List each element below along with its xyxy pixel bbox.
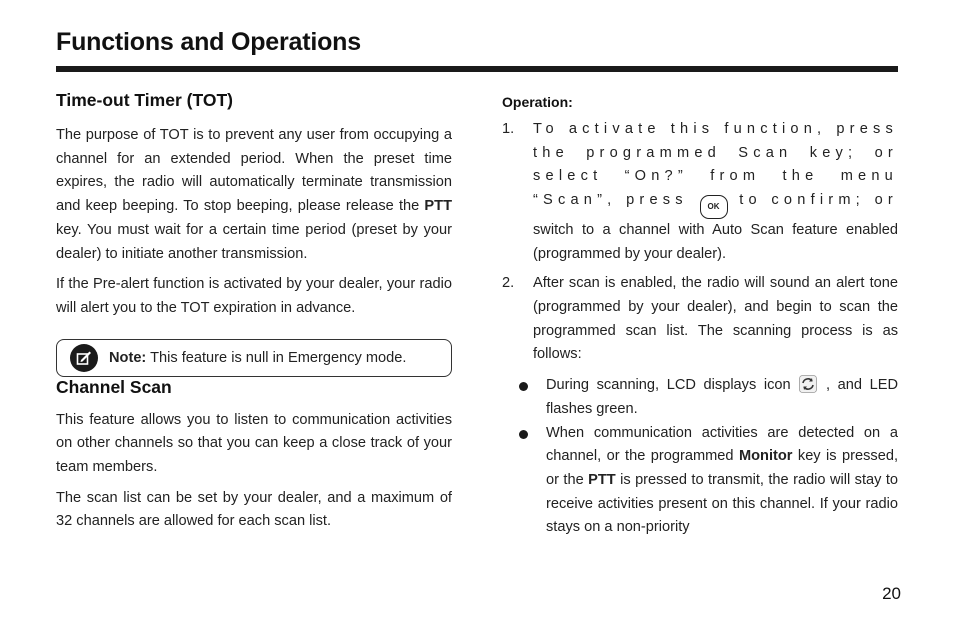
bullet-item-1 <box>502 374 898 421</box>
ptt-key-label: PTT <box>588 471 616 488</box>
step-1-line-4-a: “Scan”, press <box>533 192 688 209</box>
note-body: This feature is null in Emergency mode. <box>146 349 407 366</box>
ptt-key-label: PTT <box>424 198 452 215</box>
step-number: 2. <box>502 275 515 292</box>
channel-scan-paragraph-2: The scan list can be set by your dealer, and a maximum of 32 channels are allowed for each scan list. <box>56 489 452 530</box>
operation-label: Operation: <box>502 94 573 110</box>
bullet-dot <box>519 430 528 439</box>
bullet-item-2 <box>502 422 898 541</box>
step-1-line-2: the programmed Scan key; or <box>533 144 898 161</box>
bullet-1-text-a: During scanning, LCD displays icon <box>546 377 799 394</box>
operation-step-2 <box>502 272 898 367</box>
bullet-2-text <box>546 422 898 541</box>
note-box <box>56 339 452 377</box>
channel-scan-paragraph-1: This feature allows you to listen to communication activities on other channels so that you can keep a close track of your team members. <box>56 411 452 476</box>
scan-icon <box>799 375 817 393</box>
ok-key-icon: OK <box>700 195 728 219</box>
tot-p1-text-b: key. You must wait for a certain time period (preset by your dealer) to initiate another transmission. <box>56 221 452 262</box>
step-number: 1. <box>502 121 515 137</box>
page-number: 20 <box>882 584 901 603</box>
bullet-1-text-b: , and LED flashes green. <box>546 377 898 417</box>
step-1-line-3: select “On?” from the menu <box>533 168 898 185</box>
right-column <box>502 90 898 540</box>
step-1-rest: switch to a channel with Auto Scan feature enabled (programmed by your dealer). <box>533 221 898 262</box>
bullet-2-text-b: key is pressed, or the <box>546 448 899 488</box>
channel-scan-heading: Channel Scan <box>56 376 172 397</box>
step-1-line-1: To activate this function, press <box>533 121 898 137</box>
bullet-2-text-c: is pressed to transmit, the radio will stay to receive activities present on this channel. If your radio stays on a non-priority <box>546 471 898 536</box>
note-label: Note: <box>109 349 147 366</box>
monitor-key-label: Monitor <box>738 448 793 465</box>
left-column <box>56 90 452 534</box>
operation-step-1 <box>502 118 898 266</box>
bullet-dot <box>519 382 528 391</box>
step-1-line-4 <box>533 189 898 219</box>
bullet-1-text <box>546 374 898 421</box>
step-1-line-4-b: to confirm; or <box>739 192 898 209</box>
tot-heading: Time-out Timer (TOT) <box>56 90 233 110</box>
step-2-text: After scan is enabled, the radio will sound an alert tone (programmed by your dealer), and begin to scan the programmed scan list. The scanning process is as follows: <box>533 275 898 363</box>
tot-paragraph-2: If the Pre-alert function is activated by your dealer, your radio will alert you to the TOT expiration in advance. <box>56 276 452 316</box>
note-text <box>109 350 406 366</box>
tot-paragraph-1 <box>56 124 452 266</box>
tot-p1-text-a: The purpose of TOT is to prevent any user from occupying a channel for an extended period. When the preset time expires, the radio will automatically terminate transmission and keep beeping. To stop beeping, please release the <box>56 127 452 215</box>
page-title: Functions and Operations <box>56 28 361 56</box>
note-pencil-icon <box>70 344 98 372</box>
bullet-2-text-a: When communication activities are detected on a channel, or the programmed <box>546 424 898 465</box>
title-divider <box>56 66 898 72</box>
